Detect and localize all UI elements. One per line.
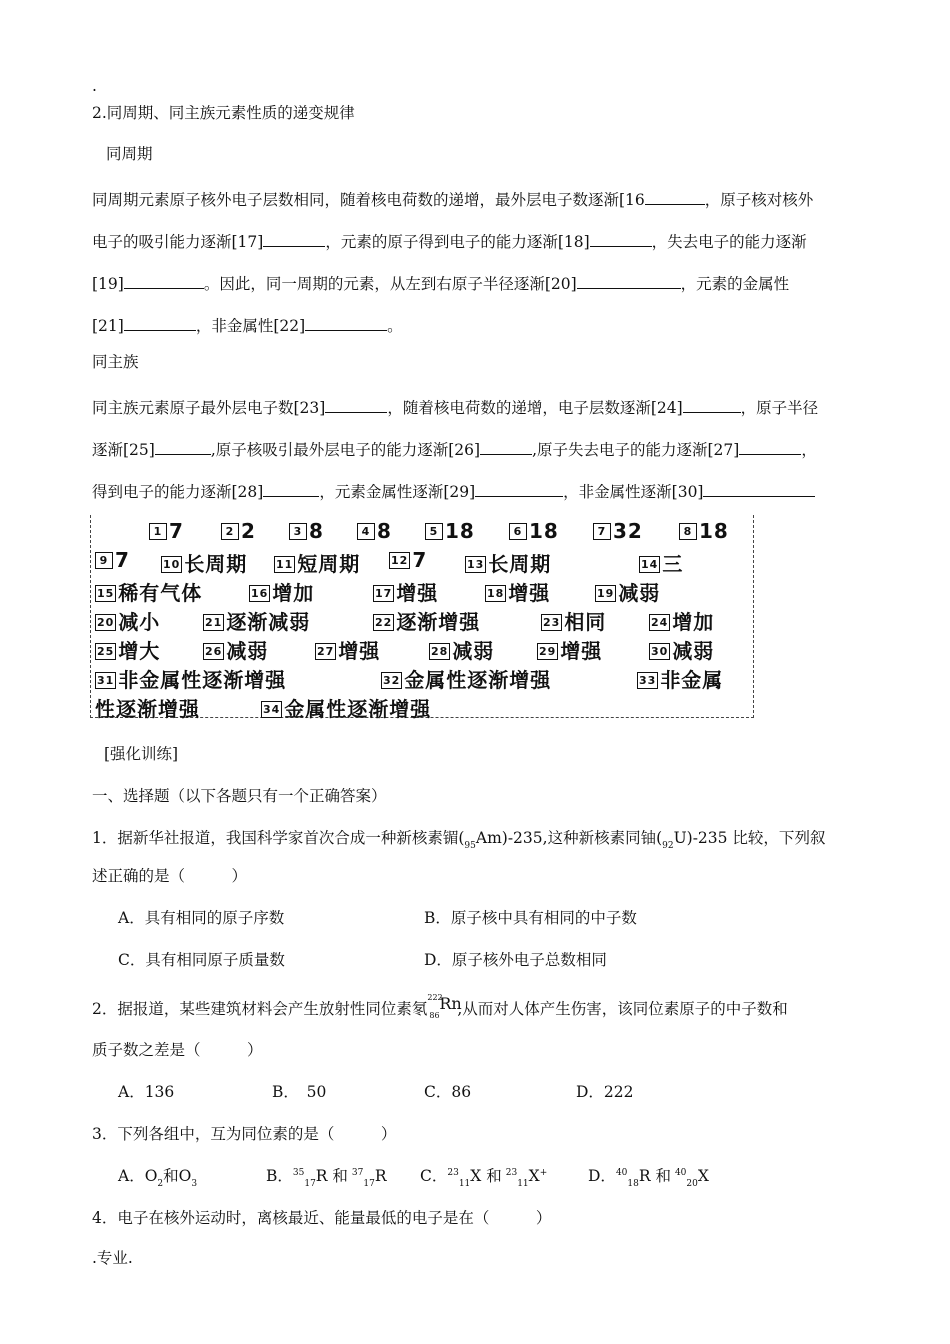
answer-value: 增强 xyxy=(508,581,551,605)
answer-value: 短周期 xyxy=(297,552,361,576)
answer-item xyxy=(95,635,160,664)
period-text-4: ，元素的原子得到电子的能力逐渐[18] xyxy=(325,233,590,251)
answer-item xyxy=(249,577,314,606)
answer-value: 非金属性逐渐增强 xyxy=(118,668,287,692)
answer-item xyxy=(95,548,130,572)
blank-29 xyxy=(475,478,563,497)
answer-value: 相同 xyxy=(564,610,607,634)
group-line-2 xyxy=(92,436,817,460)
group-text-8: 得到电子的能力逐渐[28] xyxy=(92,483,264,501)
answer-item xyxy=(95,577,202,606)
answer-item xyxy=(485,577,550,606)
answer-value: 18 xyxy=(529,519,559,543)
period-line-1 xyxy=(92,186,813,210)
blank-25 xyxy=(155,436,211,455)
period-text-6: [19] xyxy=(92,275,124,293)
group-text-2: ，随着核电荷数的递增，电子层数逐渐[24] xyxy=(387,399,683,417)
q3-d-label: D． xyxy=(588,1167,616,1185)
q3-option-b xyxy=(266,1166,386,1189)
blank-20 xyxy=(577,270,681,289)
answer-value: 三 xyxy=(662,552,684,576)
q2-option-a: A．136 xyxy=(118,1083,175,1101)
answer-number-box: 25 xyxy=(97,645,115,658)
answer-value: 性逐渐增强 xyxy=(95,697,200,721)
q1-option-b: B．原子核中具有相同的中子数 xyxy=(424,909,637,927)
answer-number-box: 30 xyxy=(651,645,669,658)
answer-item xyxy=(637,664,723,693)
answer-item xyxy=(95,664,286,693)
answer-number-box: 26 xyxy=(205,645,223,658)
period-line-2 xyxy=(92,228,807,252)
q3-a-sub-1: 2 xyxy=(157,1179,164,1189)
answer-item xyxy=(274,548,360,577)
q3-d-mass-2: 40 xyxy=(674,1168,687,1178)
q3-c-text: X 和 xyxy=(470,1167,502,1185)
answer-value: 稀有气体 xyxy=(118,581,203,605)
answer-item xyxy=(679,519,729,543)
blank-17 xyxy=(263,228,325,247)
answer-value: 减弱 xyxy=(618,581,661,605)
q3-c-z-2: 11 xyxy=(517,1179,529,1189)
answer-item xyxy=(95,606,160,635)
answer-number-box: 20 xyxy=(97,616,115,629)
answer-number-box: 24 xyxy=(651,616,669,629)
answer-number-box: 18 xyxy=(487,587,505,600)
blank-28 xyxy=(263,478,319,497)
answer-value: 金属性逐渐增强 xyxy=(404,668,552,692)
answer-number-box: 27 xyxy=(317,645,335,658)
blank-18 xyxy=(590,228,652,247)
answer-item xyxy=(541,606,606,635)
answer-item xyxy=(289,519,324,543)
period-line-4 xyxy=(92,312,403,336)
answer-item xyxy=(639,548,683,577)
answer-item xyxy=(149,519,184,543)
q3-stem: 3．下列各组中，互为同位素的是（ ） xyxy=(92,1125,397,1143)
q1-stem-line-2: 述正确的是（ ） xyxy=(92,867,248,885)
answer-number-box: 7 xyxy=(593,523,611,540)
q2-mass-number: 222 xyxy=(427,993,443,1002)
answer-number-box: 34 xyxy=(263,703,281,716)
answer-number-box: 33 xyxy=(639,674,657,687)
answer-number-box: 22 xyxy=(375,616,393,629)
answer-value: 8 xyxy=(309,519,324,543)
q1-stem-line-1 xyxy=(92,828,825,851)
answer-value: 减弱 xyxy=(452,639,495,663)
answer-value: 减弱 xyxy=(672,639,715,663)
answer-item xyxy=(203,635,268,664)
answer-number-box: 2 xyxy=(221,523,239,540)
blank-19 xyxy=(124,270,204,289)
q3-b-symbol: R xyxy=(374,1167,387,1185)
blank-22 xyxy=(305,312,387,331)
answer-value: 增加 xyxy=(672,610,715,634)
answer-value: 逐渐减弱 xyxy=(226,610,311,634)
q2-option-d: D．222 xyxy=(576,1083,634,1101)
q3-c-charge: + xyxy=(539,1168,548,1178)
period-text-1: 同周期元素原子核外电子层数相同，随着核电荷数的递增，最外层电子数逐渐[16 xyxy=(92,191,645,209)
q3-a-text: A．O xyxy=(118,1167,158,1185)
q3-c-mass-1: 23 xyxy=(447,1168,459,1178)
period-text-9: [21] xyxy=(92,317,124,335)
choice-title: 一、选择题（以下各题只有一个正确答案） xyxy=(92,787,387,805)
q3-c-label: C． xyxy=(420,1167,448,1185)
q3-a-text-2: 和O xyxy=(163,1167,192,1185)
answer-number-box: 15 xyxy=(97,587,115,600)
q3-option-c xyxy=(420,1166,547,1189)
answer-value: 增加 xyxy=(272,581,315,605)
answer-number-box: 10 xyxy=(163,558,181,571)
blank-26 xyxy=(480,436,532,455)
group-text-3: ，原子半径 xyxy=(740,399,819,417)
q3-b-z-1: 17 xyxy=(304,1179,316,1189)
period-text-5: ，失去电子的能力逐渐 xyxy=(651,233,807,251)
q3-option-a xyxy=(118,1166,197,1189)
q3-d-z-1: 18 xyxy=(627,1179,639,1189)
answer-item xyxy=(315,635,380,664)
answer-value: 非金属 xyxy=(660,668,724,692)
answer-value: 增强 xyxy=(560,639,603,663)
answer-item xyxy=(373,577,438,606)
answer-value: 金属性逐渐增强 xyxy=(284,697,432,721)
answer-value: 减小 xyxy=(118,610,161,634)
section-title: 2.同周期、同主族元素性质的递变规律 xyxy=(92,104,355,122)
q3-b-label: B． xyxy=(266,1167,293,1185)
q3-d-mass-1: 40 xyxy=(615,1168,628,1178)
answer-value: 2 xyxy=(241,519,256,543)
q1-option-c: C．具有相同原子质量数 xyxy=(118,951,285,969)
q2-text-b: ,从而对人体产生伤害，该同位素原子的中子数和 xyxy=(457,1000,788,1018)
period-text-10: ，非金属性[22] xyxy=(195,317,306,335)
q2-atomic-number: 86 xyxy=(429,1011,440,1020)
header-dot: . xyxy=(92,77,97,95)
blank-27 xyxy=(739,436,801,455)
answer-item xyxy=(465,548,551,577)
blank-24 xyxy=(683,394,741,413)
page-footer: .专业. xyxy=(92,1249,133,1267)
answer-value: 32 xyxy=(613,519,643,543)
q2-option-c: C．86 xyxy=(424,1083,472,1101)
period-text-8: ，元素的金属性 xyxy=(680,275,790,293)
q3-d-symbol: X xyxy=(697,1167,709,1185)
q3-b-text: R 和 xyxy=(315,1167,348,1185)
answer-number-box: 17 xyxy=(375,587,393,600)
period-line-3 xyxy=(92,270,789,294)
answer-value: 增强 xyxy=(338,639,381,663)
answer-item xyxy=(357,519,392,543)
answer-number-box: 31 xyxy=(97,674,115,687)
answer-value: 长周期 xyxy=(184,552,248,576)
answer-number-box: 6 xyxy=(509,523,527,540)
group-line-3 xyxy=(92,478,815,502)
answer-number-box: 28 xyxy=(431,645,449,658)
period-text-3: 电子的吸引能力逐渐[17] xyxy=(92,233,264,251)
answer-value: 减弱 xyxy=(226,639,269,663)
answer-item xyxy=(261,693,431,722)
answer-key-box xyxy=(90,515,754,721)
q1-option-d: D．原子核外电子总数相同 xyxy=(424,951,607,969)
group-heading: 同主族 xyxy=(92,353,139,371)
answer-value: 长周期 xyxy=(488,552,552,576)
answer-item xyxy=(221,519,256,543)
answer-value: 逐渐增强 xyxy=(396,610,481,634)
answer-item xyxy=(649,635,714,664)
answer-number-box: 9 xyxy=(95,552,113,569)
q1-z2: 92 xyxy=(662,841,674,851)
q3-b-mass-2: 37 xyxy=(351,1168,364,1178)
q2-stem-line-2: 质子数之差是（ ） xyxy=(92,1041,263,1059)
answer-item xyxy=(649,606,714,635)
answer-number-box: 23 xyxy=(543,616,561,629)
group-text-5: ,原子核吸引最外层电子的能力逐渐[26] xyxy=(210,441,481,459)
q3-c-symbol: X xyxy=(528,1167,540,1185)
q1-z1: 95 xyxy=(464,841,476,851)
q1-text-b: Am)-235,这种新核素同铀( xyxy=(475,829,663,847)
q2-nuclide xyxy=(427,993,462,1020)
q3-option-d xyxy=(588,1166,709,1189)
group-text-6: ,原子失去电子的能力逐渐[27] xyxy=(532,441,740,459)
answer-value: 7 xyxy=(412,548,428,572)
answer-number-box: 29 xyxy=(539,645,557,658)
answer-number-box: 14 xyxy=(641,558,659,571)
answer-number-box: 4 xyxy=(357,523,375,540)
answer-number-box: 21 xyxy=(205,616,223,629)
group-line-1 xyxy=(92,394,818,418)
answer-value: 18 xyxy=(445,519,475,543)
answer-number-box: 11 xyxy=(276,558,294,571)
answer-item xyxy=(425,519,475,543)
answer-value: 18 xyxy=(699,519,729,543)
period-text-2: ，原子核对核外 xyxy=(704,191,814,209)
answer-number-box: 32 xyxy=(383,674,401,687)
answer-number-box: 1 xyxy=(149,523,167,540)
q3-d-z-2: 20 xyxy=(686,1179,698,1189)
group-text-10: ，非金属性逐渐[30] xyxy=(563,483,704,501)
answer-item xyxy=(537,635,602,664)
group-text-4: 逐渐[25] xyxy=(92,441,155,459)
blank-21 xyxy=(124,312,196,331)
q2-option-b: B． 50 xyxy=(272,1083,327,1101)
answer-number-box: 13 xyxy=(467,558,485,571)
q2-text-a: 2．据报道，某些建筑材料会产生放射性同位素氡 xyxy=(92,1000,428,1018)
q3-c-z-1: 11 xyxy=(458,1179,471,1189)
answer-item xyxy=(161,548,247,577)
q1-option-a: A．具有相同的原子序数 xyxy=(118,909,285,927)
answer-number-box: 5 xyxy=(425,523,443,540)
q1-text-c: U)-235 比较，下列叙 xyxy=(673,829,826,847)
answer-value: 8 xyxy=(377,519,392,543)
answer-number-box: 3 xyxy=(289,523,307,540)
q1-text-a: 1．据新华社报道，我国科学家首次合成一种新核素镅( xyxy=(92,829,465,847)
q2-stem-line-1 xyxy=(92,994,788,1019)
q2-symbol: Rn xyxy=(439,994,462,1013)
blank-30 xyxy=(703,478,815,497)
answer-item xyxy=(381,664,551,693)
q3-c-mass-2: 23 xyxy=(505,1168,518,1178)
answer-value: 增强 xyxy=(396,581,439,605)
group-text-7: ， xyxy=(801,441,817,459)
period-text-7: 。因此，同一周期的元素，从左到右原子半径逐渐[20] xyxy=(203,275,577,293)
q3-d-text: R 和 xyxy=(638,1167,671,1185)
period-text-11: 。 xyxy=(387,317,403,335)
q3-b-z-2: 17 xyxy=(363,1179,375,1189)
answer-item xyxy=(429,635,494,664)
answer-item xyxy=(593,519,643,543)
answer-value: 7 xyxy=(169,519,184,543)
training-heading: [强化训练] xyxy=(104,745,179,763)
blank-16 xyxy=(645,186,705,205)
answer-item xyxy=(389,548,427,572)
answer-value: 增大 xyxy=(118,639,161,663)
period-heading: 同周期 xyxy=(106,145,153,163)
answer-number-box: 16 xyxy=(251,587,269,600)
answer-item xyxy=(373,606,480,635)
answer-item xyxy=(203,606,310,635)
answer-number-box: 12 xyxy=(391,554,409,567)
q3-a-sub-2: 3 xyxy=(191,1179,198,1189)
q3-b-mass-1: 35 xyxy=(292,1168,305,1178)
group-text-9: ，元素金属性逐渐[29] xyxy=(319,483,476,501)
group-text-1: 同主族元素原子最外层电子数[23] xyxy=(92,399,326,417)
answer-item xyxy=(509,519,559,543)
answer-number-box: 8 xyxy=(679,523,697,540)
answer-item xyxy=(95,693,200,722)
answer-number-box: 19 xyxy=(597,587,615,600)
answer-item xyxy=(595,577,660,606)
q4-stem: 4．电子在核外运动时，离核最近、能量最低的电子是在（ ） xyxy=(92,1209,552,1227)
blank-23 xyxy=(325,394,387,413)
answer-value: 7 xyxy=(115,548,130,572)
